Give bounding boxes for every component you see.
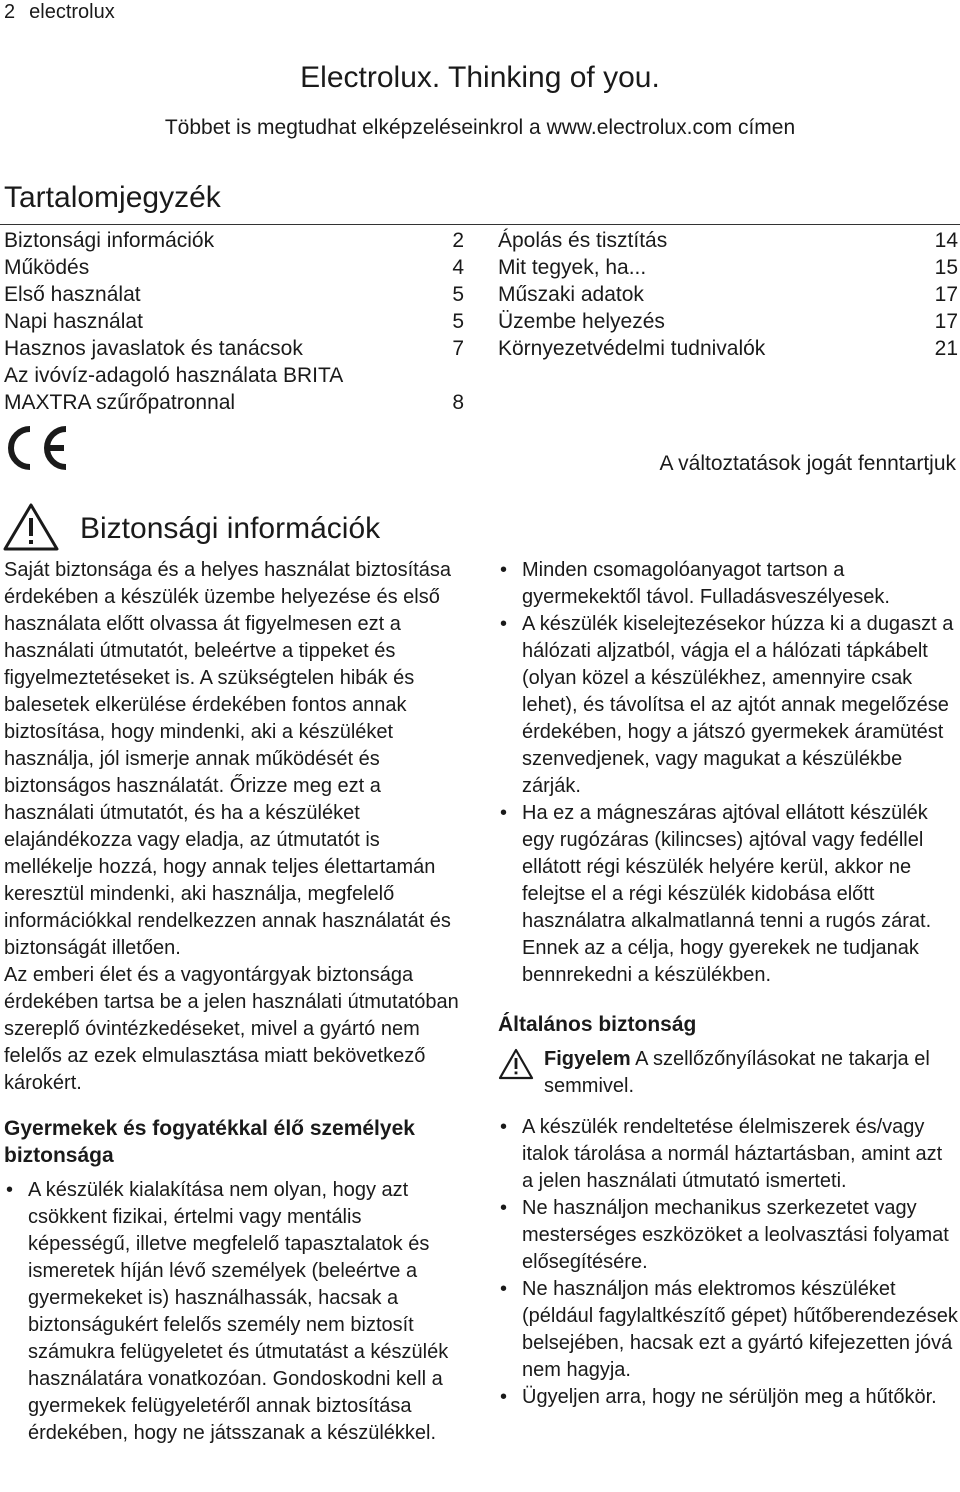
toc-item[interactable] (498, 227, 958, 254)
toc-item-label: Hasznos javaslatok és tanácsok (4, 337, 303, 360)
toc-item-page: 5 (452, 283, 464, 306)
toc-item[interactable] (498, 254, 958, 281)
toc-item[interactable] (4, 254, 464, 281)
intro-paragraph: Saját biztonsága és a helyes használat biztosítása érdekében a készülék üzembe helyezése és első használata előtt olvassa át figyelmesen ezt a használati útmutatót, beleértve a tippeket és figyelmeztetéseket is. A szükségtelen hibák és balesetek elkerülése érdekében fontos annak biztosítása, hogy mindenki, aki a készüléket használja, jól ismerje annak működését és biztonságos használatát. Őrizze meg ezt a használati útmutatót, és ha a készüléket elajándékozza vagy eladja, az útmutatót is mellékelje hozzá, hogy annak teljes élettartamán keresztül mindenki, aki használja, megfelelő információkkal rendelkezzen annak használatát és biztonságát illetően. (4, 559, 451, 959)
toc-item[interactable] (4, 281, 464, 308)
toc-item-label: Környezetvédelmi tudnivalók (498, 337, 766, 360)
toc-item[interactable] (4, 308, 464, 335)
toc-item-page: 7 (452, 337, 464, 360)
toc-item[interactable] (4, 335, 464, 362)
toc-item[interactable] (4, 227, 464, 254)
children-safety-list (4, 1177, 466, 1447)
section-title: Biztonsági információk (80, 512, 381, 545)
ce-mark-icon (2, 424, 70, 472)
children-safety-list-cont (498, 557, 958, 989)
toc-item-label: Az ivóvíz-adagoló használata BRITA MAXTRA szűrőpatronnal (4, 364, 343, 414)
toc-item-label: Műszaki adatok (498, 283, 644, 306)
toc-item-label: Első használat (4, 283, 141, 306)
toc-item[interactable] (498, 335, 958, 362)
toc-item-page: 14 (934, 229, 958, 252)
toc-left-column (4, 227, 464, 416)
list-item: • Ha ez a mágneszáras ajtóval ellátott készülék egy rugózáras (kilincses) ajtóval vagy fedéllel ellátott régi készülék helyére kerül, akkor ne felejtse el a régi készülék kidobása előtt használatra alkalmatlanná tenni a rugós zárat. Ennek az a célja, hogy gyerekek ne tudjanak bennrekedni a készülékben. (498, 800, 958, 989)
page-header (4, 0, 115, 24)
general-safety-heading: Általános biztonság (498, 1013, 697, 1036)
toc-item[interactable] (498, 308, 958, 335)
toc-item[interactable] (498, 281, 958, 308)
warning-label: Figyelem (544, 1048, 631, 1070)
toc-item-page: 8 (452, 391, 464, 414)
list-item: • Ügyeljen arra, hogy ne sérüljön meg a hűtőkör. (498, 1384, 958, 1411)
toc-item-label: Működés (4, 256, 90, 279)
toc-item-label: Mit tegyek, ha... (498, 256, 647, 279)
changes-notice: A változtatások jogát fenntartjuk (659, 452, 956, 475)
toc-title: Tartalomjegyzék (4, 181, 221, 214)
warning-text: A szellőzőnyílásokat ne takarja el semmivel. (544, 1048, 930, 1097)
toc-item-label: Biztonsági információk (4, 229, 215, 252)
toc-item-page: 17 (934, 283, 958, 306)
general-safety-list (498, 1114, 958, 1411)
toc-item-page: 2 (452, 229, 464, 252)
list-item: • A készülék rendeltetése élelmiszerek és/vagy italok tárolása a normál háztartásban, amint azt a jelen használati útmutató ismerteti. (498, 1114, 958, 1195)
toc-right-column (498, 227, 958, 362)
toc-item[interactable] (4, 362, 464, 416)
right-column (498, 557, 958, 1411)
toc-item-page: 21 (934, 337, 958, 360)
toc-item-page: 17 (934, 310, 958, 333)
toc-item-label: Ápolás és tisztítás (498, 229, 668, 252)
toc-item-label: Üzembe helyezés (498, 310, 665, 333)
ventilation-warning (498, 1046, 958, 1100)
tagline: Electrolux. Thinking of you. (300, 61, 660, 94)
toc-divider (0, 224, 960, 225)
tagline-sub: Többet is megtudhat elképzeléseinkrol a www.electrolux.com címen (164, 116, 796, 139)
list-item: • A készülék kialakítása nem olyan, hogy azt csökkent fizikai, értelmi vagy mentális képességű, illetve megfelelő tapasztalatok és ismeretek híján lévő személyek (beleértve a gyermekeket is) használhassák, hacsak a biztonságukért felelős személy nem biztosít számukra felügyeletet és útmutatást a készülék használatára vonatkozóan. Gondoskodni kell a gyermekek felügyeletéről annak biztosítása érdekében, hogy ne játsszanak a készülékkel. (4, 1177, 466, 1447)
brand-name: electrolux (29, 1, 115, 23)
list-item: • Minden csomagolóanyagot tartson a gyermekektől távol. Fulladásveszélyesek. (498, 557, 958, 611)
list-item: • Ne használjon mechanikus szerkezetet vagy mesterséges eszközöket a leolvasztási folyamat elősegítésére. (498, 1195, 958, 1276)
toc-item-page: 15 (934, 256, 958, 279)
list-item: • Ne használjon más elektromos készüléket (például fagylaltkészítő gépet) hűtőberendezések belsejében, hacsak ezt a gyártó kifejezetten jóvá nem hagyja. (498, 1276, 958, 1384)
page-number: 2 (4, 1, 16, 23)
warning-triangle-icon (498, 1048, 534, 1080)
left-column (4, 557, 466, 1447)
toc-item-page: 4 (452, 256, 464, 279)
intro-paragraph: Az emberi élet és a vagyontárgyak biztonsága érdekében tartsa be a jelen használati útmutatóban szereplő óvintézkedéseket, mivel a gyártó nem felelős az ezek elmulasztása miatt bekövetkező károkért. (4, 964, 459, 1094)
toc-item-page: 5 (452, 310, 464, 333)
warning-triangle-icon (2, 502, 60, 552)
toc-item-label: Napi használat (4, 310, 143, 333)
list-item: • A készülék kiselejtezésekor húzza ki a dugaszt a hálózati aljzatból, vágja el a hálózati tápkábelt (olyan közel a készülékhez, amennyire csak lehet), és távolítsa el az ajtót annak megelőzése érdekében, hogy a játszó gyermekek áramütést szenvedjenek, vagy magukat a készülékbe zárják. (498, 611, 958, 800)
children-safety-heading: Gyermekek és fogyatékkal élő személyek biztonsága (4, 1117, 415, 1167)
